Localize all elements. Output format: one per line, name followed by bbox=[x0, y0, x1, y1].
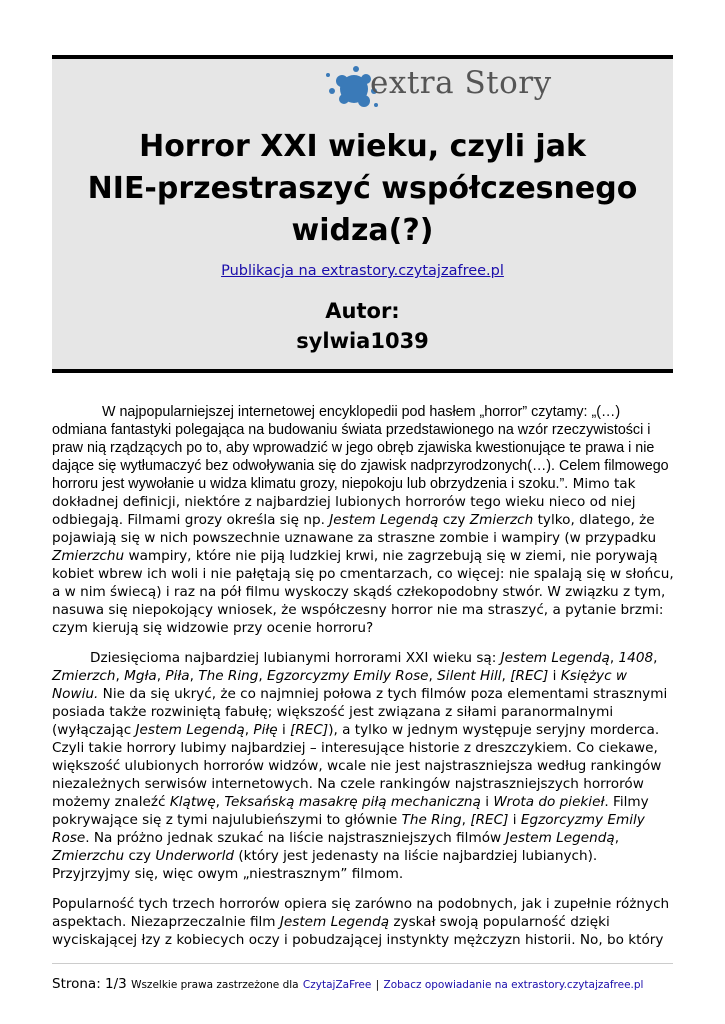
italic-title-run: Piła bbox=[165, 668, 190, 684]
author-name: sylwia1039 bbox=[296, 329, 429, 353]
text-run: , bbox=[244, 722, 254, 738]
text-run: , bbox=[156, 668, 166, 684]
text-run: Nie da się ukryć, że co najmniej połowa z tych filmów poza elementami strasznymi posiada także rozwiniętą fabułę; większość jest związana z siłami paranormalnymi (wyłączając bbox=[52, 686, 668, 738]
italic-title-run: The Ring bbox=[401, 812, 462, 828]
text-run: , bbox=[258, 668, 268, 684]
text-run: (który jest jedenasty na liście najbardziej lubianych). Przyjrzyjmy się, więc owym „niestrasznym” filmom. bbox=[52, 848, 598, 882]
italic-title-run: Jestem Legendą bbox=[505, 830, 615, 846]
text-run: , bbox=[653, 650, 658, 666]
title-line: NIE-przestraszyć współczesnego bbox=[87, 171, 638, 206]
text-run: W najpopularniejszej internetowej encyklopedii pod hasłem „horror” czytamy: „(…) odmiana fantastyki polegająca na budowaniu świata przedstawionego na wzór rzeczywistości i praw nią rządzących po to, aby wprowadzić w jego obręb zjawiska kwestionujące te prawa i nie dające się wytłumaczyć bez odwoływania się do zjawisk nadprzyrodzonych(…). Celem filmowego horroru jest wywołanie u widza klimatu grozy, niepokoju lub obrzydzenia i szoku.”. bbox=[52, 404, 669, 492]
italic-title-run: Księżyc w Nowiu. bbox=[52, 668, 627, 702]
italic-title-run: [REC] bbox=[470, 812, 509, 828]
text-run: i bbox=[508, 812, 521, 828]
text-run: , bbox=[609, 650, 619, 666]
paragraph bbox=[52, 403, 676, 637]
publication-link[interactable]: Publikacja na extrastory.czytajzafree.pl bbox=[221, 263, 504, 279]
italic-title-run: 1408 bbox=[618, 650, 654, 666]
italic-title-run: Klątwę bbox=[169, 794, 216, 810]
page-footer bbox=[52, 976, 643, 992]
text-run: i bbox=[480, 794, 494, 810]
title-line: Horror XXI wieku, czyli jak bbox=[139, 129, 586, 164]
text-run: , bbox=[614, 830, 620, 846]
text-run: Mimo tak dokładnej definicji, niektóre z najbardziej lubionych horrorów tego wieku nieco od niej odbiegają. Filmami grozy określa się np. bbox=[52, 476, 636, 528]
text-run: ), a tylko w jednym występuje seryjny morderca. Czyli takie horrory lubimy najbardziej – interesujące historie z dreszczykiem. Co ciekawe, większość ulubionych horrorów widzów, wcale nie jest najstraszniejsza według rankingów niezależnych serwisów internetowych. Na czele rankingów najstraszniejszych horrorów możemy znaleźć bbox=[52, 722, 662, 810]
text-run: czy bbox=[124, 848, 156, 864]
czytajzafree-link[interactable]: CzytajZaFree bbox=[302, 979, 372, 991]
footer-divider bbox=[52, 963, 673, 964]
italic-title-run: Jestem Legendą bbox=[500, 650, 610, 666]
text-run: zyskał swoją popularność dzięki wyciskającej łzy z kobiecych oczy i pobudzającej instynkty mężczyzn historii. No, bo który bbox=[52, 914, 664, 948]
italic-title-run: [REC] bbox=[510, 668, 549, 684]
text-run: , bbox=[215, 794, 225, 810]
italic-title-run: Silent Hill bbox=[437, 668, 502, 684]
text-run: , bbox=[428, 668, 438, 684]
italic-title-run: Underworld bbox=[155, 848, 234, 864]
text-run: i bbox=[548, 668, 561, 684]
text-run: i bbox=[277, 722, 291, 738]
extra-story-logo[interactable] bbox=[320, 61, 552, 113]
italic-title-run: Jestem Legendą bbox=[329, 512, 439, 528]
page-number: Strona: 1/3 bbox=[52, 976, 127, 992]
logo-text: extra Story bbox=[370, 65, 552, 101]
italic-title-run: Jestem Legendą bbox=[279, 914, 390, 930]
text-run: Popularność tych trzech horrorów opiera się zarówno na podobnych, jak i zupełnie różnych aspektach. Niezaprzeczalnie film bbox=[52, 896, 670, 930]
text-run: czy bbox=[438, 512, 470, 528]
italic-title-run: Egzorcyzmy Emily Rose bbox=[267, 668, 429, 684]
title-line: widza(?) bbox=[291, 213, 434, 248]
text-run: , bbox=[461, 812, 471, 828]
text-run: . Na próżno jednak szukać na liście najstraszniejszych filmów bbox=[85, 830, 506, 846]
italic-title-run: [REC] bbox=[290, 722, 329, 738]
text-run: Dziesięcioma najbardziej lubianymi horrorami XXI wieku są: bbox=[90, 650, 501, 666]
italic-title-run: Zmierzchu bbox=[52, 548, 125, 564]
italic-title-run: Zmierzch bbox=[469, 512, 534, 528]
story-link[interactable]: Zobacz opowiadanie na extrastory.czytajzafree.pl bbox=[383, 979, 644, 991]
page-title bbox=[52, 126, 673, 252]
footer-separator: | bbox=[375, 979, 380, 991]
article-body bbox=[52, 403, 676, 961]
italic-title-run: Egzorcyzmy Emily Rose bbox=[52, 812, 645, 846]
italic-title-run: Piłę bbox=[253, 722, 278, 738]
text-run: tylko, dlatego, że pojawiają się w nich powszechnie uznawane za straszne zombie i wampiry (w przypadku bbox=[52, 512, 657, 546]
italic-title-run: Jestem Legendą bbox=[135, 722, 245, 738]
paragraph bbox=[52, 649, 676, 883]
italic-title-run: Zmierzchu bbox=[52, 848, 125, 864]
text-run: , bbox=[189, 668, 199, 684]
italic-title-run: The Ring bbox=[198, 668, 259, 684]
text-run: , bbox=[115, 668, 125, 684]
rights-text: Wszelkie prawa zastrzeżone dla bbox=[131, 979, 299, 991]
document-header bbox=[52, 55, 673, 373]
italic-title-run: Mgła bbox=[124, 668, 157, 684]
text-run: wampiry, które nie piją ludzkiej krwi, nie zagrzebują się w ziemi, nie porywają kobiet wbrew ich woli i nie pałętają się po cmentarzach, co więcej: nie spalają się w słońcu, a w nim świecą) i raz na pół filmu wyskoczy skądś człekopodobny stwór. W związku z tym, nasuwa się niepokojący wniosek, że współczesny horror nie ma straszyć, a pytanie brzmi: czym kierują się widzowie przy ocenie horroru? bbox=[52, 548, 674, 636]
text-run: . Filmy pokrywające się z tymi najulubieńszymi to głównie bbox=[52, 794, 649, 828]
text-run: , bbox=[501, 668, 511, 684]
paragraph bbox=[52, 895, 676, 949]
italic-title-run: Teksańską masakrę piłą mechaniczną bbox=[224, 794, 481, 810]
italic-title-run: Zmierzch bbox=[52, 668, 116, 684]
italic-title-run: Wrota do piekieł bbox=[493, 794, 605, 810]
author-label: Autor: bbox=[325, 299, 400, 323]
